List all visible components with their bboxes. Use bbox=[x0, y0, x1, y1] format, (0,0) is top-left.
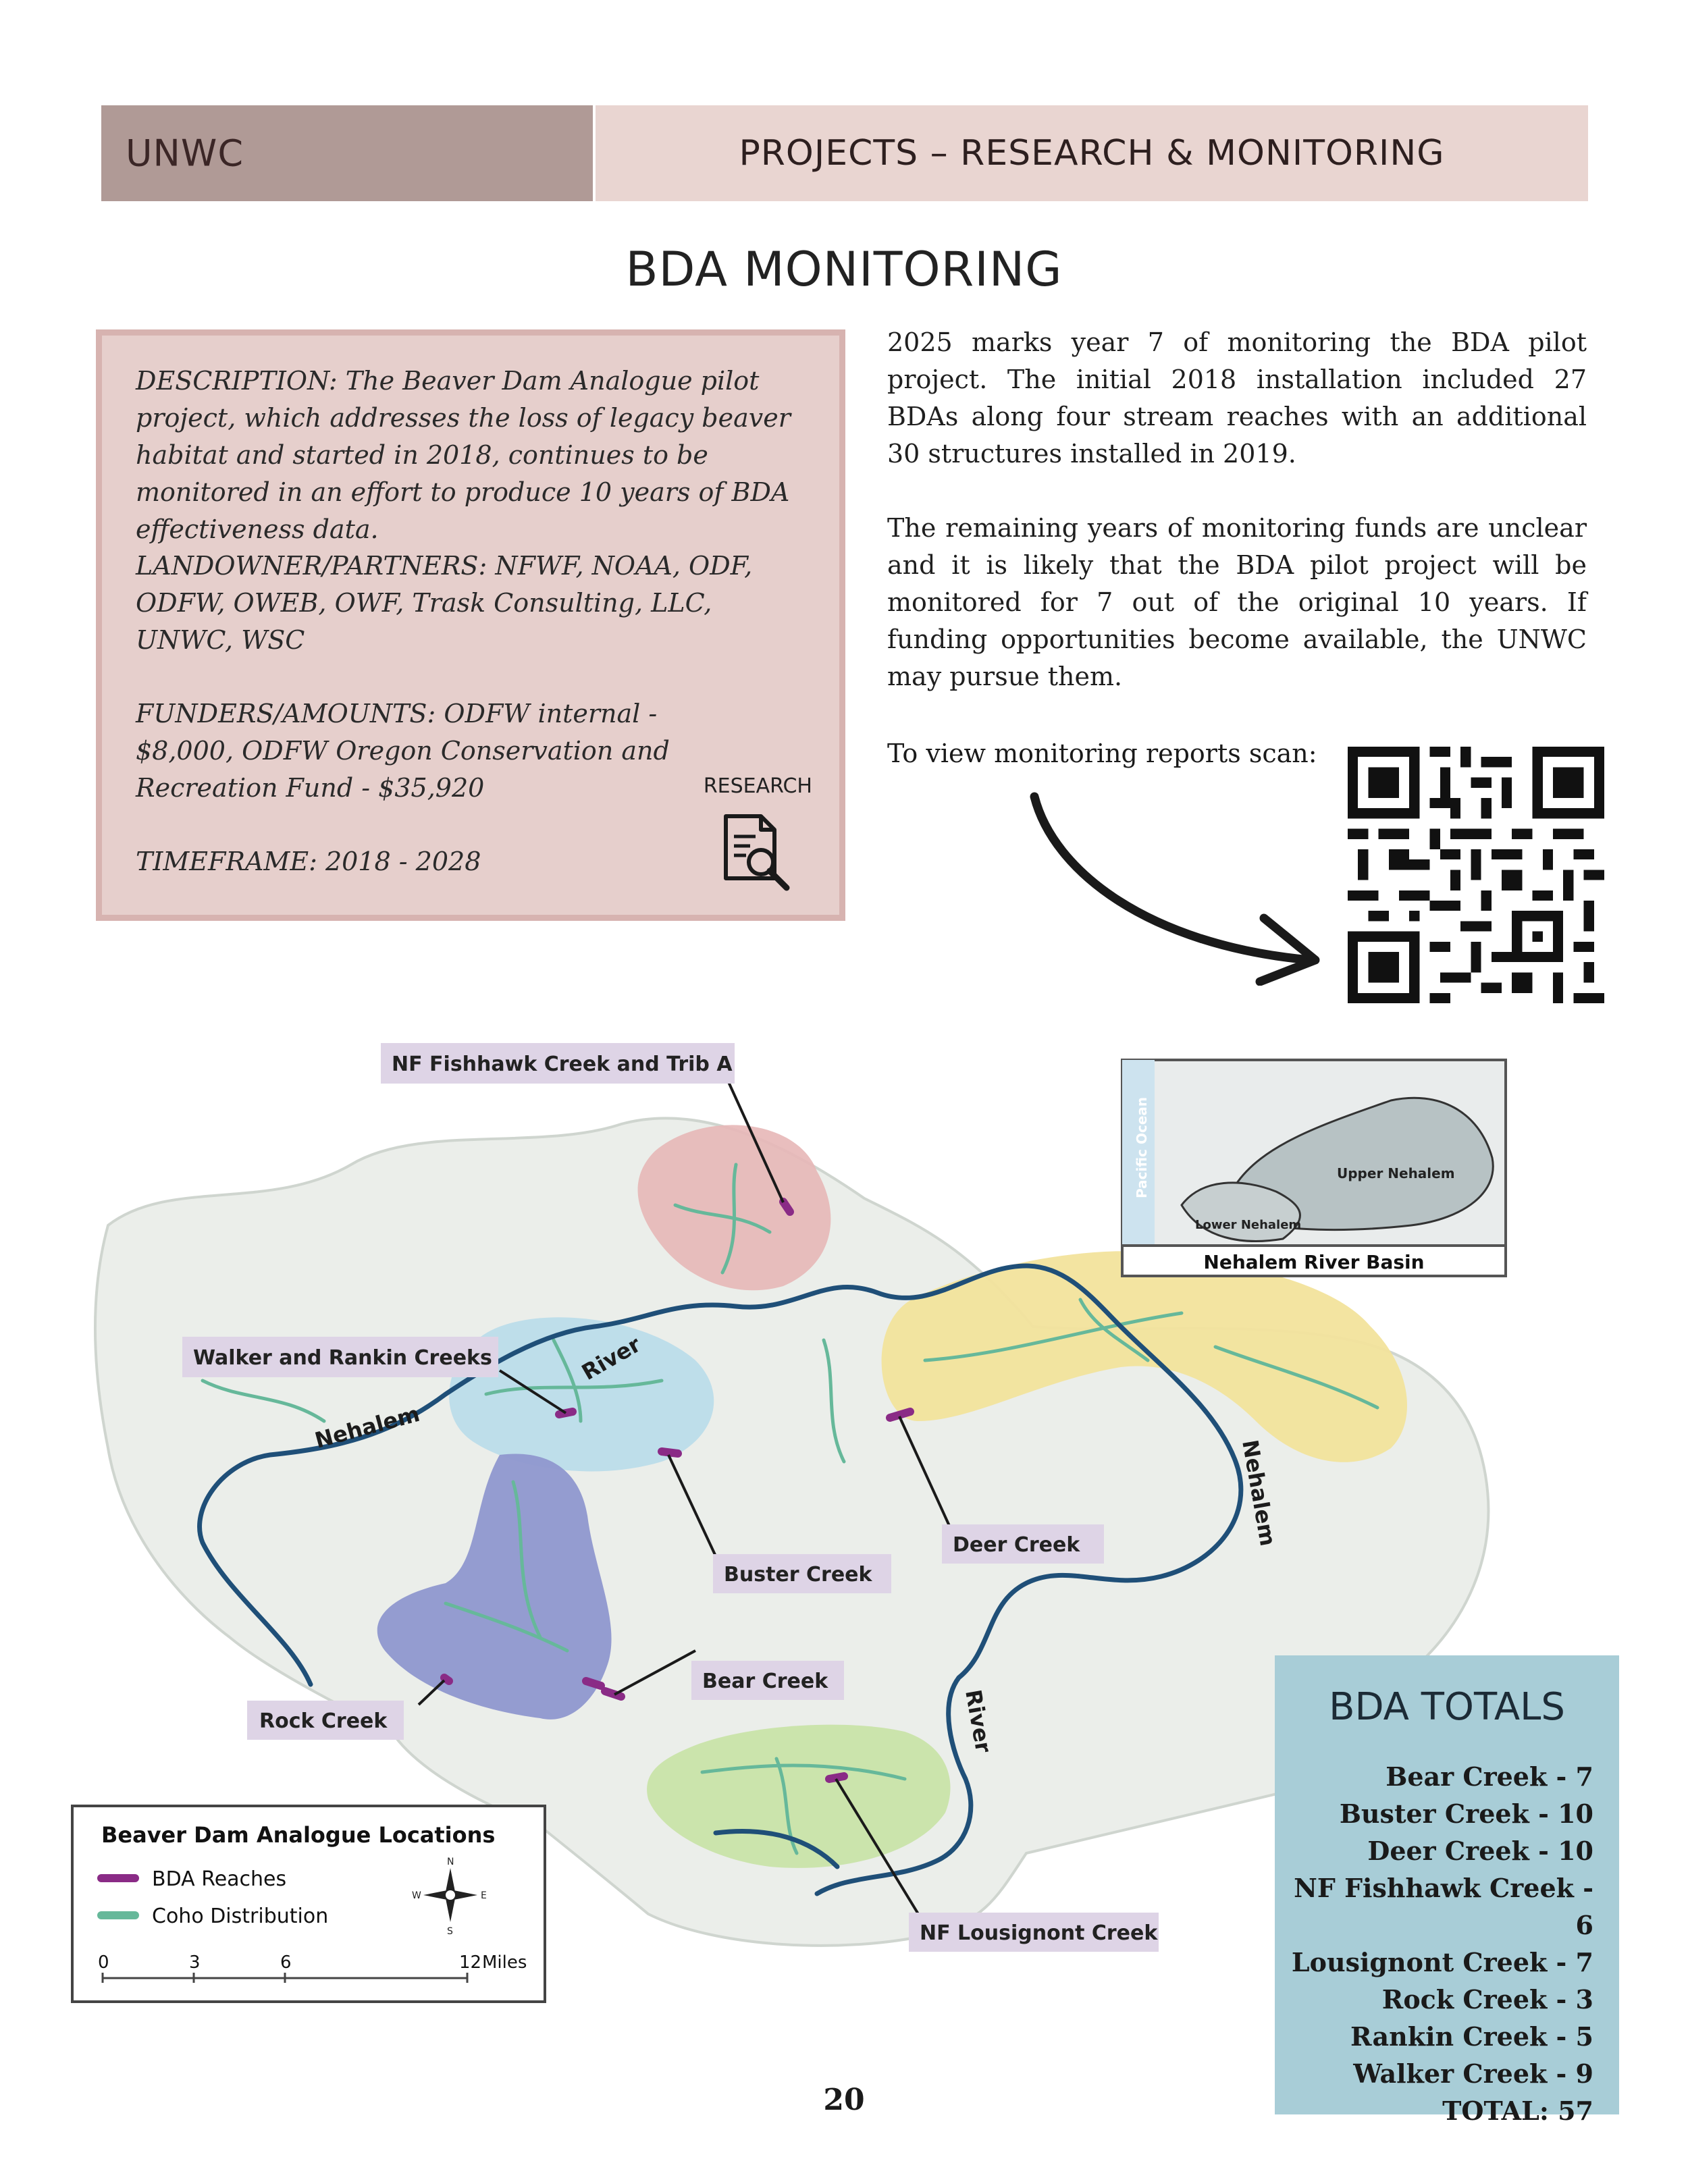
label-rock: Rock Creek bbox=[259, 1709, 388, 1733]
category-label: RESEARCH bbox=[703, 774, 812, 798]
totals-title: BDA TOTALS bbox=[1329, 1685, 1565, 1729]
description-text: DESCRIPTION: The Beaver Dam Analogue pilot project, which addresses the loss of legacy beaver habitat and started in 2018, continues to be monitored in an effort to produce 10 years of BDA effectiveness data. bbox=[136, 366, 791, 544]
map-legend bbox=[72, 1806, 545, 2002]
body-paragraph-2: The remaining years of monitoring funds are unclear and it is likely that the BDA pilot project will be monitored for 7 out of the original 10 years. If funding opportunities become available, the UNWC may pursue them. bbox=[887, 513, 1587, 691]
totals-item: Bear Creek - 7 bbox=[1386, 1761, 1593, 1792]
scale-tick-12: 12 bbox=[459, 1952, 482, 1973]
river-label-1: River bbox=[577, 1331, 645, 1385]
legend-coho: Coho Distribution bbox=[152, 1905, 329, 1928]
totals-item: Deer Creek - 10 bbox=[1367, 1836, 1593, 1866]
curved-arrow-icon bbox=[1013, 783, 1323, 986]
nehalem-label-1: Nehalem bbox=[312, 1400, 423, 1454]
label-buster: Buster Creek bbox=[724, 1563, 872, 1587]
document-search-icon bbox=[716, 814, 797, 895]
label-nf-fishhawk: NF Fishhawk Creek and Trib A bbox=[392, 1053, 733, 1076]
label-walker-rankin: Walker and Rankin Creeks bbox=[193, 1346, 492, 1370]
compass-e: E bbox=[481, 1890, 487, 1901]
project-info-box bbox=[96, 329, 845, 921]
legend-title: Beaver Dam Analogue Locations bbox=[101, 1822, 496, 1848]
scan-prompt: To view monitoring reports scan: bbox=[887, 739, 1317, 768]
inset-ocean-label: Pacific Ocean bbox=[1134, 1096, 1150, 1198]
label-bear: Bear Creek bbox=[702, 1670, 828, 1693]
inset-upper-label: Upper Nehalem bbox=[1337, 1165, 1455, 1181]
totals-item: Rankin Creek - 5 bbox=[1350, 2021, 1593, 2052]
inset-map bbox=[1122, 1060, 1506, 1276]
bda-totals-box bbox=[1275, 1655, 1619, 2126]
partners-text: LANDOWNER/PARTNERS: NFWF, NOAA, ODF, ODFW, OWEB, OWF, Trask Consulting, LLC, UNWC, WSC bbox=[136, 551, 753, 655]
compass-w: W bbox=[412, 1890, 421, 1901]
header-section-band bbox=[596, 105, 1588, 201]
scale-tick-0: 0 bbox=[98, 1952, 109, 1973]
compass-n: N bbox=[447, 1857, 454, 1867]
page-number: 20 bbox=[823, 2083, 865, 2117]
inset-lower-label: Lower Nehalem bbox=[1195, 1218, 1302, 1232]
totals-item: Rock Creek - 3 bbox=[1381, 1984, 1593, 2015]
scale-tick-3: 3 bbox=[189, 1952, 201, 1973]
scale-unit: Miles bbox=[482, 1952, 527, 1973]
header-org-band bbox=[101, 105, 593, 201]
river-label-2: River bbox=[960, 1687, 997, 1755]
inset-title: Nehalem River Basin bbox=[1203, 1251, 1425, 1273]
nehalem-label-2: Nehalem bbox=[1237, 1437, 1282, 1548]
label-deer: Deer Creek bbox=[953, 1533, 1080, 1557]
totals-grand-total: TOTAL: 57 bbox=[1442, 2096, 1593, 2126]
qr-code[interactable] bbox=[1348, 747, 1604, 1003]
label-nf-lousignont: NF Lousignont Creek bbox=[920, 1921, 1158, 1945]
totals-item: Buster Creek - 10 bbox=[1339, 1799, 1593, 1829]
totals-item: Lousignont Creek - 7 bbox=[1291, 1947, 1593, 1977]
header-section: PROJECTS – RESEARCH & MONITORING bbox=[739, 133, 1445, 174]
timeframe-text: TIMEFRAME: 2018 - 2028 bbox=[136, 847, 481, 876]
funders-text: FUNDERS/AMOUNTS: ODFW internal - $8,000, ODFW Oregon Conservation and Recreation Fund - $35,920 bbox=[136, 699, 670, 803]
totals-item: Walker Creek - 9 bbox=[1353, 2058, 1593, 2089]
legend-bda-reaches: BDA Reaches bbox=[152, 1867, 287, 1891]
scale-tick-6: 6 bbox=[280, 1952, 292, 1973]
compass-s: S bbox=[447, 1926, 453, 1937]
body-paragraph-1: 2025 marks year 7 of monitoring the BDA pilot project. The initial 2018 installation included 27 BDAs along four stream reaches with an additional 30 structures installed in 2019. bbox=[887, 327, 1587, 469]
page-title: BDA MONITORING bbox=[625, 242, 1063, 297]
totals-item: NF Fishhawk Creek - 6 bbox=[1294, 1873, 1593, 1940]
totals-list bbox=[1275, 1758, 1593, 2129]
header-org: UNWC bbox=[126, 132, 244, 175]
